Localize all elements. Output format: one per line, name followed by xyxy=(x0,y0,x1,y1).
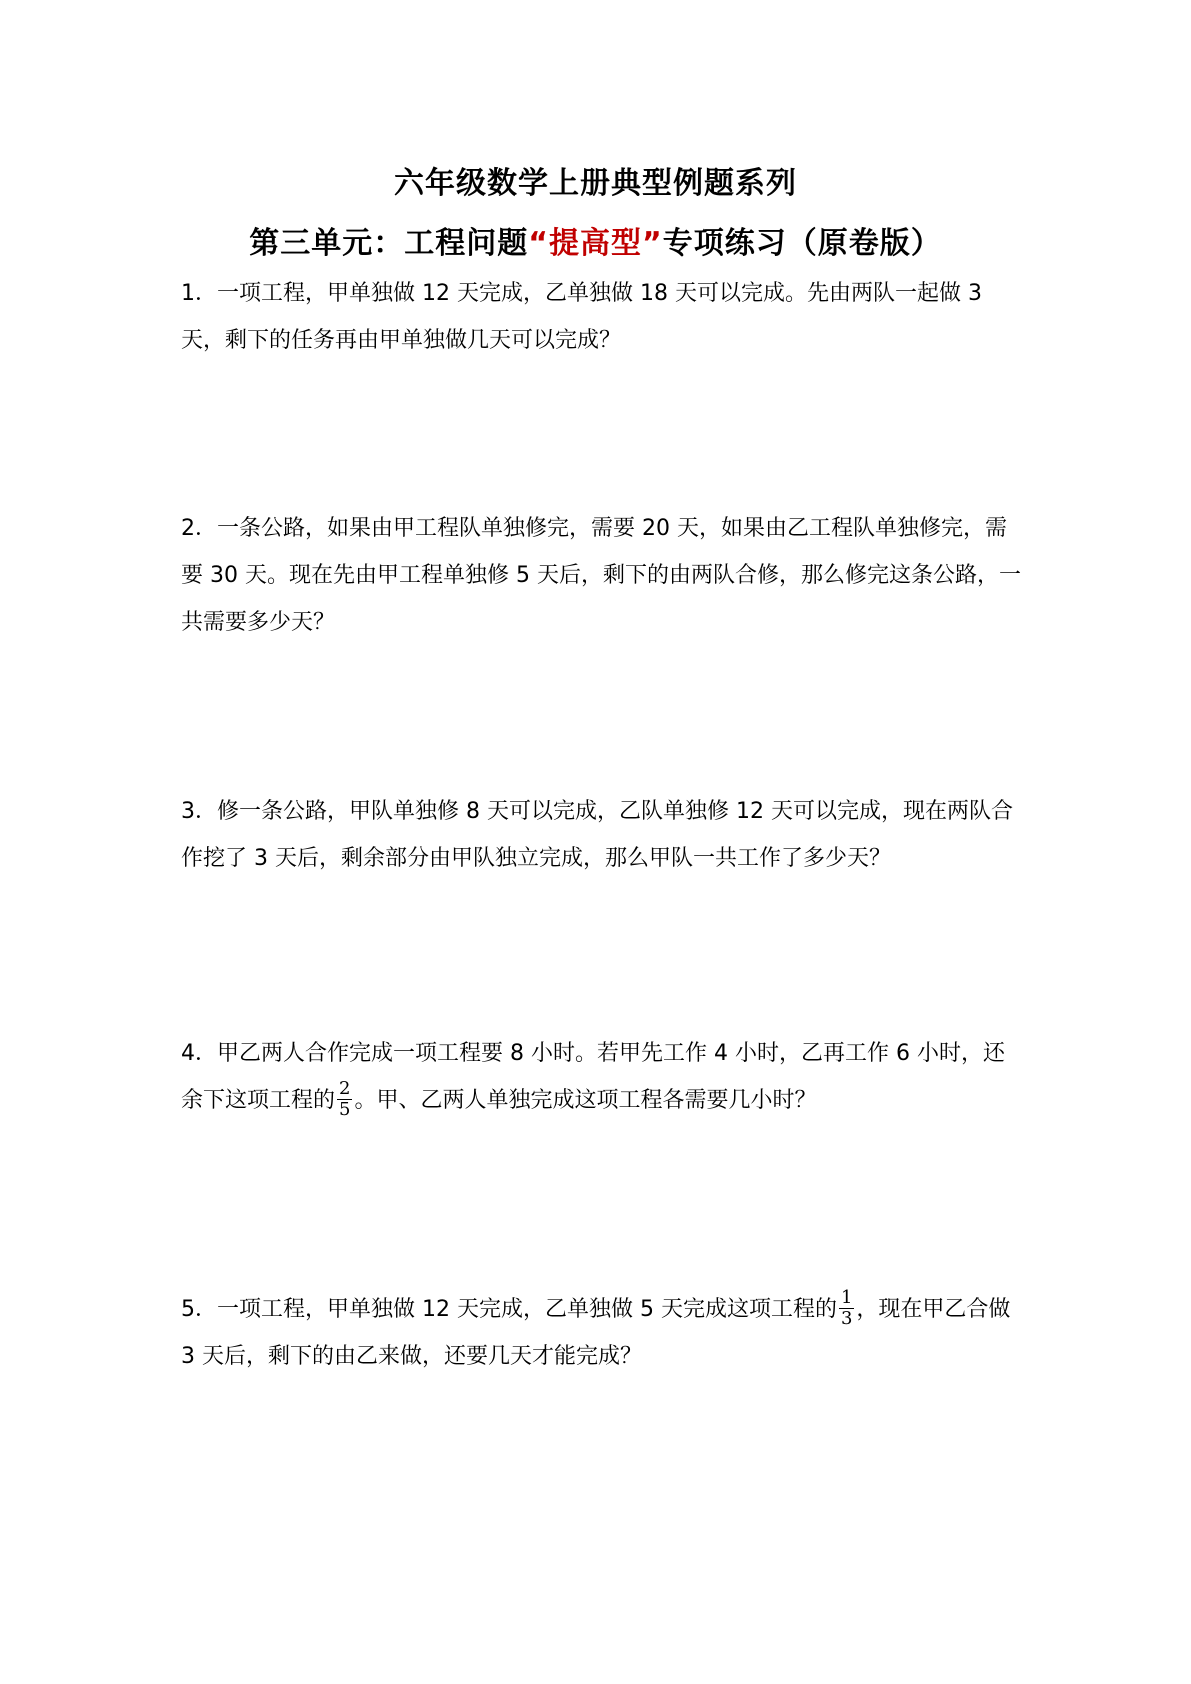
fraction-one-third xyxy=(839,1288,854,1329)
subtitle-before: 第三单元：工程问题 xyxy=(249,226,529,261)
fraction-two-fifths xyxy=(337,1079,352,1120)
fraction-numerator: 2 xyxy=(339,1077,351,1099)
question-5-after: ，现在甲乙合做 3 天后，剩下的由乙来做，还要几天才能完成？ xyxy=(181,1297,1011,1369)
question-5 xyxy=(181,1286,1021,1380)
fraction-denominator: 5 xyxy=(339,1098,351,1120)
subtitle-highlight: “提高型” xyxy=(528,226,663,261)
page-subtitle xyxy=(0,218,1191,262)
subtitle-after: 专项练习（原卷版） xyxy=(662,226,942,261)
page-title: 六年级数学上册典型例题系列 xyxy=(394,166,797,201)
question-1: 1．一项工程，甲单独做 12 天完成，乙单独做 18 天可以完成。先由两队一起做 3 天，剩下的任务再由甲单独做几天可以完成？ xyxy=(181,281,982,353)
question-4-after: 。甲、乙两人单独完成这项工程各需要几小时？ xyxy=(354,1088,817,1113)
fraction-denominator: 3 xyxy=(840,1307,853,1329)
question-4-before: 4．甲乙两人合作完成一项工程要 8 小时。若甲先工作 4 小时，乙再工作 6 小时，还余下这项工程的 xyxy=(181,1041,1005,1113)
question-3: 3．修一条公路，甲队单独修 8 天可以完成，乙队单独修 12 天可以完成，现在两队合作挖了 3 天后，剩余部分由甲队独立完成，那么甲队一共工作了多少天？ xyxy=(181,799,1013,871)
fraction-numerator: 1 xyxy=(840,1286,853,1308)
question-2: 2．一条公路，如果由甲工程队单独修完，需要 20 天，如果由乙工程队单独修完，需要 30 天。现在先由甲工程单独修 5 天后，剩下的由两队合修，那么修完这条公路，一共需要多少天？ xyxy=(181,516,1021,635)
question-5-before: 5．一项工程，甲单独做 12 天完成，乙单独做 5 天完成这项工程的 xyxy=(181,1297,837,1322)
question-4 xyxy=(181,1030,1021,1124)
